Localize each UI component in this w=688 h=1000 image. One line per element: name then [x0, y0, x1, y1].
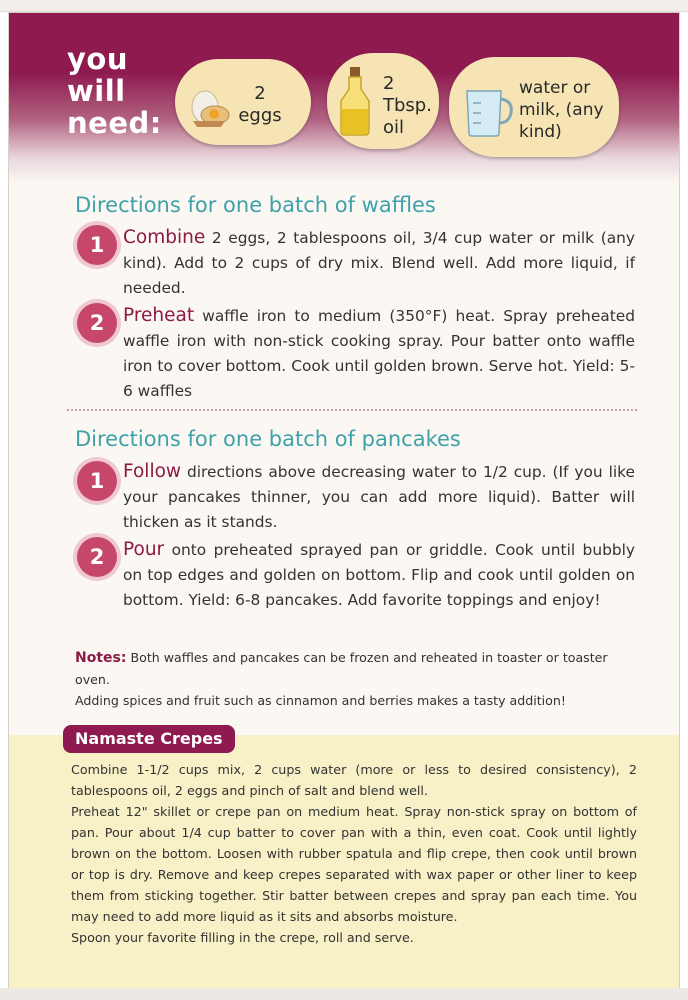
pancake-step-1-number: 1 [77, 461, 117, 501]
pancake-step-2-text [123, 537, 635, 613]
pancakes-title: Directions for one batch of pancakes [75, 427, 461, 451]
package-bottom-edge [0, 988, 688, 1000]
crepes-paragraph-2: Preheat 12" skillet or crepe pan on medium heat. Spray non-stick spray on bottom of pan. Pour about 1/4 cup batter to cover pan with a thin, even coat. Cook until lightly brown on the bottom. Loosen with rubber spatula and flip crepe, then cook until brown or top is dry. Remove and keep crepes separated with wax paper or other liner to keep them from sticking together. Stir batter between crepes and spray pan each time. You may need to add more liquid as it sits and absorbs moisture. [71, 804, 637, 924]
pancake-step-1-text [123, 459, 635, 535]
waffle-step-1-lead: Combine [123, 227, 206, 248]
waffle-step-2-text [123, 303, 635, 404]
waffle-step-1-text [123, 225, 635, 301]
waffles-title: Directions for one batch of waffles [75, 193, 436, 217]
measuring-cup-icon [461, 83, 517, 139]
pancake-step-2-body: onto preheated sprayed pan or griddle. Cook until bubbly on top edges and golden on bottom. Flip and cook until golden on bottom. Yield: 6-8 pancakes. Add favorite toppings and enjoy! [123, 541, 635, 609]
package-top-edge [0, 0, 688, 12]
waffle-step-1-body: 2 eggs, 2 tablespoons oil, 3/4 cup water or milk (any kind). Add to 2 cups of dry mix. Blend well. Add more liquid, if needed. [123, 229, 635, 297]
waffle-step-2-number: 2 [77, 303, 117, 343]
oil-label: 2 Tbsp. oil [383, 73, 432, 138]
package-panel [8, 12, 680, 990]
crepes-title: Namaste Crepes [63, 725, 235, 753]
waffle-step-2-lead: Preheat [123, 305, 195, 326]
crepes-paragraph-3: Spoon your favorite filling in the crepe, roll and serve. [71, 930, 414, 945]
section-divider [67, 409, 637, 411]
notes [75, 647, 635, 711]
waffle-step-2-body: waffle iron to medium (350°F) heat. Spray preheated waffle iron with non-stick cooking spray. Pour batter onto waffle iron to cover bottom. Cook until golden brown. Serve hot. Yield: 5-6 waffles [123, 307, 635, 400]
notes-text-1: Both waffles and pancakes can be frozen and reheated in toaster or toaster oven. [75, 650, 608, 687]
crepes-instructions [71, 759, 637, 948]
notes-label: Notes: [75, 650, 127, 666]
eggs-icon [185, 81, 233, 129]
notes-line-1 [75, 647, 635, 690]
waffle-step-1-number: 1 [77, 225, 117, 265]
pancake-step-2-lead: Pour [123, 539, 165, 560]
crepes-paragraph-1: Combine 1-1/2 cups mix, 2 cups water (more or less to desired consistency), 2 tablespoons oil, 2 eggs and pinch of salt and blend well. [71, 762, 637, 798]
you-will-need-heading: you will need: [67, 42, 162, 140]
pancake-step-2-number: 2 [77, 537, 117, 577]
pancake-step-1-lead: Follow [123, 461, 182, 482]
notes-line-2: Adding spices and fruit such as cinnamon and berries makes a tasty addition! [75, 693, 566, 708]
pancake-step-1-body: directions above decreasing water to 1/2 cup. (If you like your pancakes thinner, you can add more liquid). Batter will thicken as it stands. [123, 463, 635, 531]
eggs-label: 2 eggs [238, 83, 282, 126]
oil-bottle-icon [335, 65, 375, 137]
liquid-label: water or milk, (any kind) [519, 78, 604, 142]
